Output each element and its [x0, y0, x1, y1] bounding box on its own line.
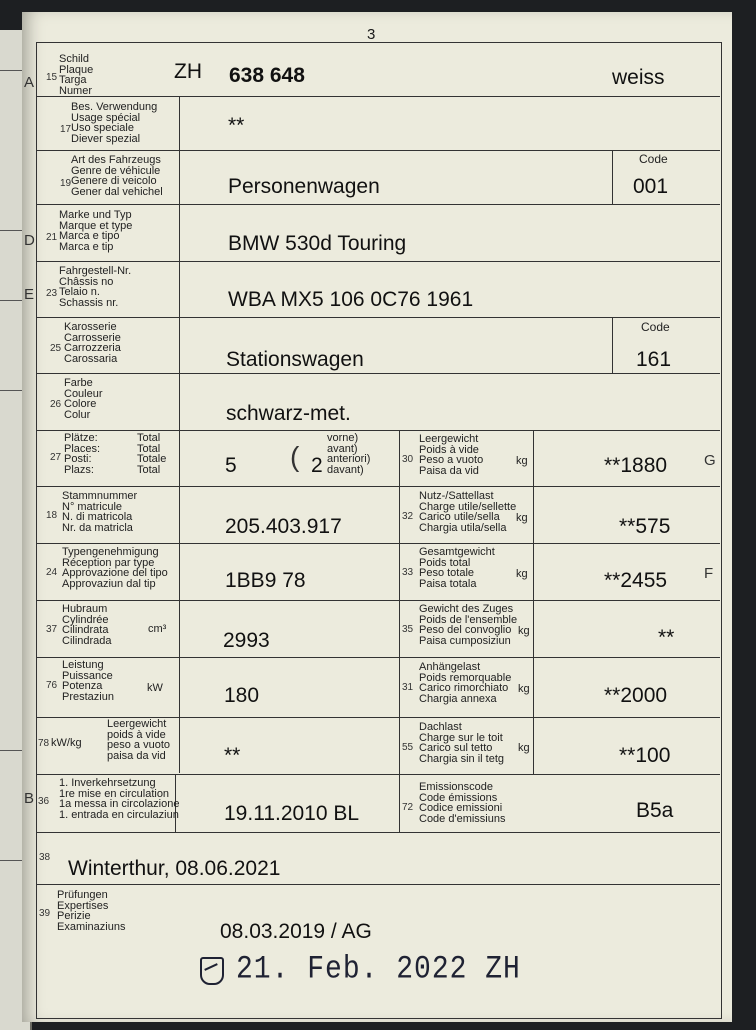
- bracket-glyph: (: [290, 441, 300, 472]
- color-value: schwarz-met.: [226, 402, 351, 425]
- field-32-unit: kg: [516, 512, 528, 524]
- row-divider: [36, 204, 720, 205]
- field-26-number: 26: [50, 399, 62, 410]
- inspection-stamp: 21. Feb. 2022 ZH: [236, 952, 521, 988]
- field-36-number: 36: [38, 796, 50, 807]
- field-26-label: Farbe Couleur Colore Colur: [64, 377, 103, 421]
- field-35-unit: kg: [518, 625, 530, 637]
- issue-place-date: Winterthur, 08.06.2021: [68, 857, 281, 880]
- margin-mark-g: G: [704, 452, 716, 469]
- field-37-unit: cm³: [148, 623, 167, 635]
- field-25-number: 25: [50, 343, 62, 354]
- special-use-value: **: [228, 114, 245, 137]
- field-27-number: 27: [50, 452, 62, 463]
- power-weight-value: **: [224, 744, 241, 767]
- row-divider: [36, 600, 720, 601]
- field-76-label: Leistung Puissance Potenza Prestaziun: [62, 659, 114, 703]
- field-31-number: 31: [402, 682, 414, 693]
- inspection-value: 08.03.2019 / AG: [220, 920, 372, 943]
- field-30-label: Leergewicht Poids à vide Peso a vuoto Paisa da vid: [419, 433, 484, 477]
- seats-front-label: vorne) avant) anteriori) davant): [327, 432, 371, 476]
- body-type-value: Stationswagen: [226, 348, 364, 371]
- field-30-number: 30: [402, 454, 414, 465]
- row-divider: [36, 774, 720, 775]
- field-55-number: 55: [402, 742, 414, 753]
- field-32-label: Nutz-/Sattellast Charge utile/sellette Carico utile/sella Chargia utila/sella: [419, 490, 517, 534]
- right-value-divider: [533, 430, 534, 774]
- field-55-unit: kg: [518, 742, 530, 754]
- field-37-number: 37: [46, 624, 58, 635]
- field-78-unit: kW/kg: [51, 737, 82, 749]
- field-37-label: Hubraum Cylindrée Cilindrata Cilindrada: [62, 603, 112, 647]
- row-divider: [36, 96, 720, 97]
- field-72-label: Emissionscode Code émissions Codice emissioni Code d'emissiuns: [419, 781, 506, 825]
- margin-mark-e: E: [24, 286, 35, 303]
- field-27-label: Plätze: Places: Posti: Plazs:: [64, 432, 101, 476]
- field-17-label: Bes. Verwendung Usage spécial Uso speciale Diever spezial: [71, 101, 158, 145]
- field-17-number: 17: [60, 124, 72, 135]
- field-32-number: 32: [402, 511, 414, 522]
- field-15-label: Schild Plaque Targa Numer: [59, 53, 94, 97]
- registration-master-number: 205.403.917: [225, 515, 342, 538]
- body-type-code-label: Code: [641, 320, 670, 334]
- row-divider: [36, 150, 720, 151]
- registration-document-page: [22, 12, 732, 1022]
- field-23-number: 23: [46, 288, 58, 299]
- displacement-value: 2993: [223, 629, 270, 652]
- margin-mark-b: B: [24, 790, 35, 807]
- field-35-label: Gewicht des Zuges Poids de l'ensemble Peso del convoglio Paisa cumposiziun: [419, 603, 518, 647]
- field-55-label: Dachlast Charge sur le toit Carico sul tetto Chargia sin il tetg: [419, 721, 504, 765]
- margin-mark-f: F: [704, 565, 714, 582]
- field-33-number: 33: [402, 567, 414, 578]
- center-column-divider: [399, 430, 400, 832]
- total-weight-value: **2455: [604, 569, 668, 592]
- field-21-label: Marke und Typ Marque et type Marca e tipo Marca e tip: [59, 209, 133, 253]
- train-weight-value: **: [658, 626, 675, 649]
- field-18-label: Stammnummer N° matricule N. di matricola Nr. da matricla: [62, 490, 138, 534]
- field-21-number: 21: [46, 232, 58, 243]
- row-divider: [36, 486, 720, 487]
- row-divider: [36, 657, 720, 658]
- field-24-number: 24: [46, 567, 58, 578]
- make-and-type-value: BMW 530d Touring: [228, 232, 407, 255]
- field-24-label: Typengenehmigung Réception par type Approvazione del tipo Approvaziun dal tip: [62, 546, 168, 590]
- code-column-divider: [612, 317, 613, 373]
- field-33-unit: kg: [516, 568, 528, 580]
- field-36-label: 1. Inverkehrsetzung 1re mise en circulation 1a messa in circolazione 1. entrada en circulaziun: [59, 777, 180, 821]
- page-number: 3: [367, 26, 376, 43]
- row-divider: [36, 884, 720, 885]
- field-39-label: Prüfungen Expertises Perizie Examinaziuns: [57, 889, 126, 933]
- row-divider: [36, 261, 720, 262]
- code-column-divider: [612, 150, 613, 204]
- canton-crest-icon: [200, 957, 224, 985]
- field-38-number: 38: [39, 852, 51, 863]
- chassis-number-value: WBA MX5 106 0C76 1961: [228, 288, 474, 311]
- field-18-number: 18: [46, 510, 58, 521]
- field-39-number: 39: [39, 908, 51, 919]
- field-19-label: Art des Fahrzeugs Genre de véhicule Genere di veicolo Gener dal vehichel: [71, 154, 163, 198]
- field-15-number: 15: [46, 72, 58, 83]
- field-33-label: Gesamtgewicht Poids total Peso totale Paisa totala: [419, 546, 495, 590]
- field-31-label: Anhängelast Poids remorquable Carico rimorchiato Chargia annexa: [419, 661, 512, 705]
- type-approval-value: 1BB9 78: [225, 569, 306, 592]
- vehicle-type-code: 001: [633, 175, 669, 198]
- row-divider: [36, 373, 720, 374]
- payload-value: **575: [619, 515, 671, 538]
- field-78-label: Leergewicht poids à vide peso a vuoto paisa da vid: [107, 718, 170, 762]
- field-76-number: 76: [46, 680, 58, 691]
- field-35-number: 35: [402, 624, 414, 635]
- field-25-label: Karosserie Carrosserie Carrozzeria Carossaria: [64, 321, 121, 365]
- plate-color: weiss: [612, 66, 665, 89]
- field-23-label: Fahrgestell-Nr. Châssis no Telaio n. Schassis nr.: [59, 265, 132, 309]
- field-72-number: 72: [402, 802, 414, 813]
- canton-code: ZH: [174, 60, 202, 83]
- empty-weight-value: **1880: [604, 454, 668, 477]
- trailer-load-value: **2000: [604, 684, 668, 707]
- body-type-code: 161: [636, 348, 672, 371]
- margin-mark-a: A: [24, 74, 35, 91]
- row-divider: [36, 832, 720, 833]
- label-column-divider: [179, 96, 180, 773]
- vehicle-type-code-label: Code: [639, 152, 668, 166]
- emission-code-value: B5a: [636, 799, 674, 822]
- roof-load-value: **100: [619, 744, 671, 767]
- row-divider: [36, 543, 720, 544]
- field-31-unit: kg: [518, 683, 530, 695]
- vehicle-type-value: Personenwagen: [228, 175, 380, 198]
- first-registration-value: 19.11.2010 BL: [224, 802, 360, 825]
- plate-number: 638 648: [229, 64, 305, 87]
- field-27-total-label: Total Total Totale Total: [137, 432, 167, 476]
- margin-mark-d: D: [24, 232, 35, 249]
- seats-total-value: 5: [225, 454, 237, 477]
- field-78-number: 78: [38, 738, 50, 749]
- field-19-number: 19: [60, 178, 72, 189]
- field-30-unit: kg: [516, 455, 528, 467]
- seats-front-value: 2: [311, 454, 323, 477]
- field-76-unit: kW: [147, 682, 163, 694]
- power-value: 180: [224, 684, 260, 707]
- row-divider: [36, 317, 720, 318]
